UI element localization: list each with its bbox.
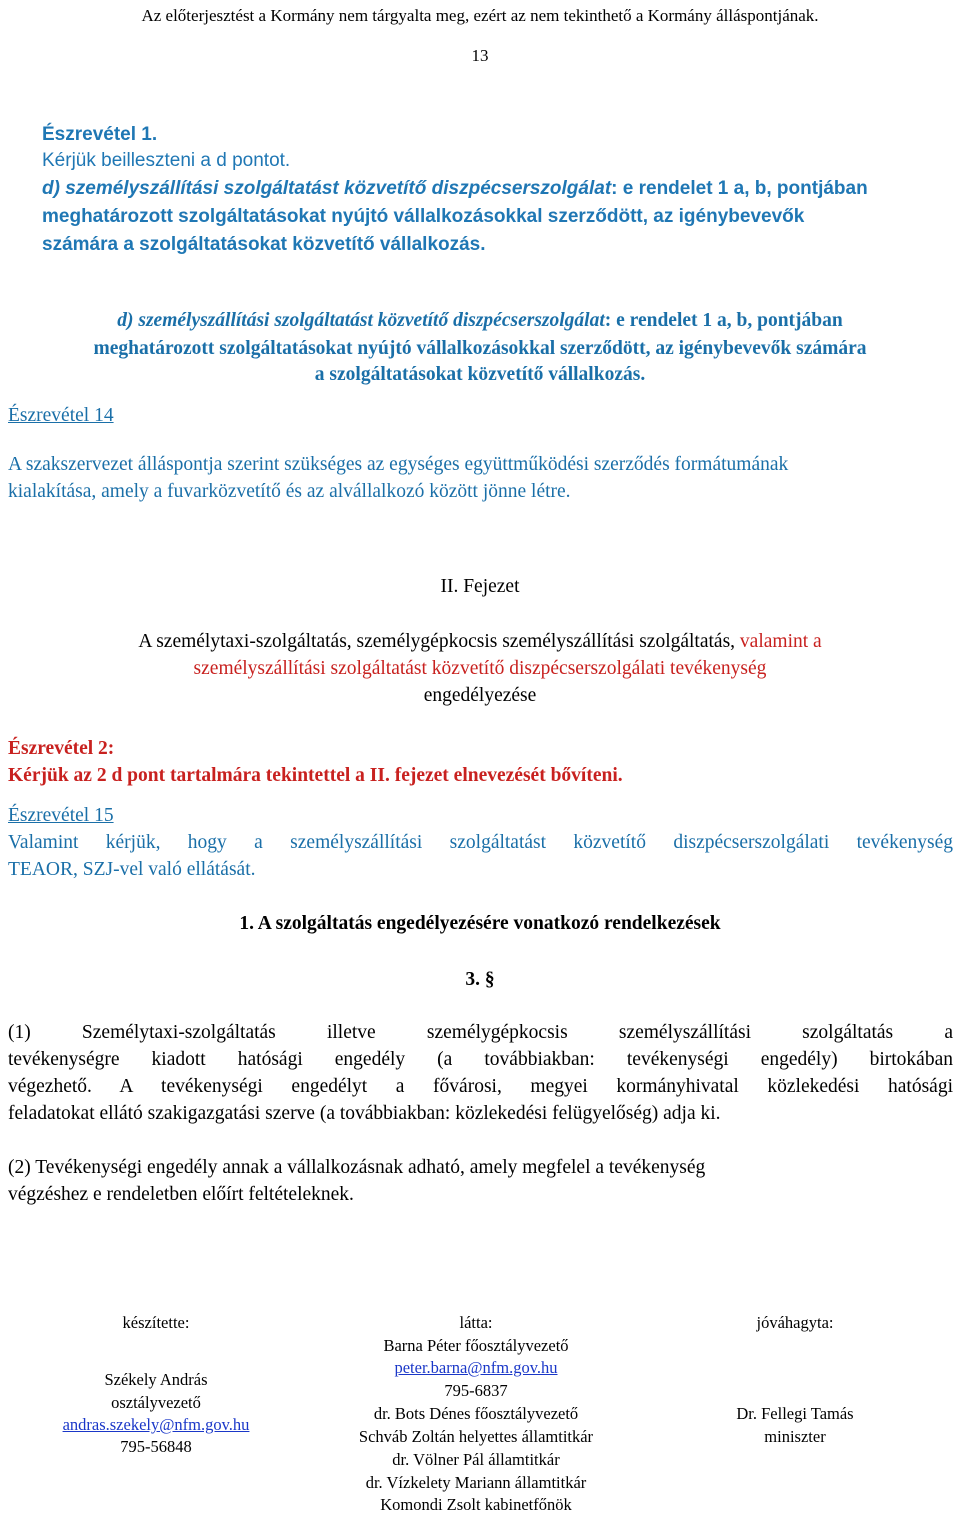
approved-by-name: Dr. Fellegi Tamás [736, 1404, 854, 1423]
paragraph-2-line: (2) Tevékenységi engedély annak a vállalkozásnak adható, amely megfelel a tevékenység [8, 1157, 706, 1178]
comment-1-term: d) személyszállítási szolgáltatást közvetítő diszpécserszolgálat [42, 178, 612, 199]
definition-d-term-rest: : e rendelet 1 a, b, pontjában [604, 310, 843, 331]
section-title: 1. A szolgáltatás engedélyezésére vonatkozó rendelkezések [239, 913, 721, 934]
paragraph-1-line: végezhető. A tevékenységi engedélyt a fővárosi, megyei kormányhivatal közlekedési hatósági [8, 1076, 953, 1097]
comment-14-line: A szakszervezet álláspontja szerint szükséges az egységes együttműködési szerződés formátumának [8, 454, 789, 475]
seen-by-line: dr. Völner Pál államtitkár [392, 1450, 560, 1469]
comment-15-line: Valamint kérjük, hogy a személyszállítási szolgáltatást közvetítő diszpécserszolgálati tevékenység [8, 832, 953, 853]
seen-by-label: látta: [459, 1313, 493, 1332]
comment-14-line: kialakítása, amely a fuvarközvetítő és az alvállalkozó között jönne létre. [8, 481, 571, 502]
paragraph-2-line: végzéshez e rendeletben előírt feltételeknek. [8, 1184, 354, 1205]
approved-by-label: jóváhagyta: [756, 1313, 834, 1332]
seen-by-line: Schváb Zoltán helyettes államtitkár [358, 1427, 594, 1446]
paragraph-number: 3. § [465, 969, 495, 990]
comment-2-text: Kérjük az 2 d pont tartalmára tekintettel a II. fejezet elnevezését bővíteni. [8, 765, 623, 786]
paragraph-1-line: (1) Személytaxi-szolgáltatás illetve személygépkocsis személyszállítási szolgáltatás a [8, 1022, 953, 1043]
comment-1-title: Észrevétel 1. [42, 124, 158, 145]
seen-by-line: 795-6837 [444, 1381, 508, 1400]
prepared-by-email-link[interactable]: andras.szekely@nfm.gov.hu [62, 1415, 250, 1434]
prepared-by-email [40, 1415, 272, 1435]
paragraph-1-line: feladatokat ellátó szakigazgatási szerve (a továbbiakban: közlekedési felügyelőség) adja ki. [8, 1103, 721, 1124]
prepared-by-label: készítette: [122, 1313, 190, 1332]
seen-by-line: dr. Vízkelety Mariann államtitkár [365, 1473, 587, 1492]
seen-by-email [320, 1358, 632, 1378]
paragraph-1-line: tevékenységre kiadott hatósági engedély (a továbbiakban: tevékenységi engedély) birtokában [8, 1049, 953, 1070]
seen-by-line: Komondi Zsolt kabinetfőnök [380, 1495, 572, 1514]
seen-by-line: Barna Péter főosztályvezető [383, 1336, 569, 1355]
chapter-heading-black: A személytaxi-szolgáltatás, személygépkocsis személyszállítási szolgáltatás, [138, 631, 736, 652]
approved-by-role: miniszter [764, 1427, 826, 1446]
chapter-title: II. Fejezet [440, 576, 520, 597]
comment-14-title: Észrevétel 14 [8, 405, 114, 426]
seen-by-email-link[interactable]: peter.barna@nfm.gov.hu [394, 1358, 558, 1377]
page-number: 13 [471, 46, 489, 65]
chapter-heading-line: személyszállítási szolgáltatást közvetítő diszpécserszolgálati tevékenység [193, 658, 767, 679]
comment-15-title: Észrevétel 15 [8, 805, 114, 826]
definition-d-line: a szolgáltatásokat közvetítő vállalkozás. [314, 364, 646, 385]
definition-d-term: d) személyszállítási szolgáltatást közvetítő diszpécserszolgálat [117, 310, 605, 331]
seen-by-line: dr. Bots Dénes főosztályvezető [373, 1404, 579, 1423]
chapter-heading-red: valamint a [735, 631, 822, 652]
prepared-by-phone: 795-56848 [120, 1437, 192, 1456]
chapter-heading-line [0, 631, 960, 653]
comment-1-definition-line [42, 178, 868, 200]
comment-1-definition-line: meghatározott szolgáltatásokat nyújtó vállalkozásokkal szerződött, az igénybevevők [42, 206, 805, 227]
comment-15-line: TEAOR, SZJ-vel való ellátását. [8, 859, 256, 880]
chapter-heading-line: engedélyezése [423, 685, 537, 706]
comment-1-term-rest: : e rendelet 1 a, b, pontjában [611, 178, 868, 199]
comment-2-title: Észrevétel 2: [8, 738, 115, 759]
definition-d-line [0, 310, 960, 332]
prepared-by-name: Székely András [104, 1370, 208, 1389]
prepared-by-role: osztályvezető [111, 1393, 201, 1412]
comment-1-line: Kérjük beilleszteni a d pontot. [42, 150, 291, 171]
comment-1-definition-line: számára a szolgáltatásokat közvetítő vállalkozás. [42, 234, 486, 255]
definition-d-line: meghatározott szolgáltatásokat nyújtó vállalkozásokkal szerződött, az igénybevevők számára [93, 338, 867, 359]
confidentiality-notice: Az előterjesztést a Kormány nem tárgyalta meg, ezért az nem tekinthető a Kormány álláspontjának. [141, 6, 819, 25]
